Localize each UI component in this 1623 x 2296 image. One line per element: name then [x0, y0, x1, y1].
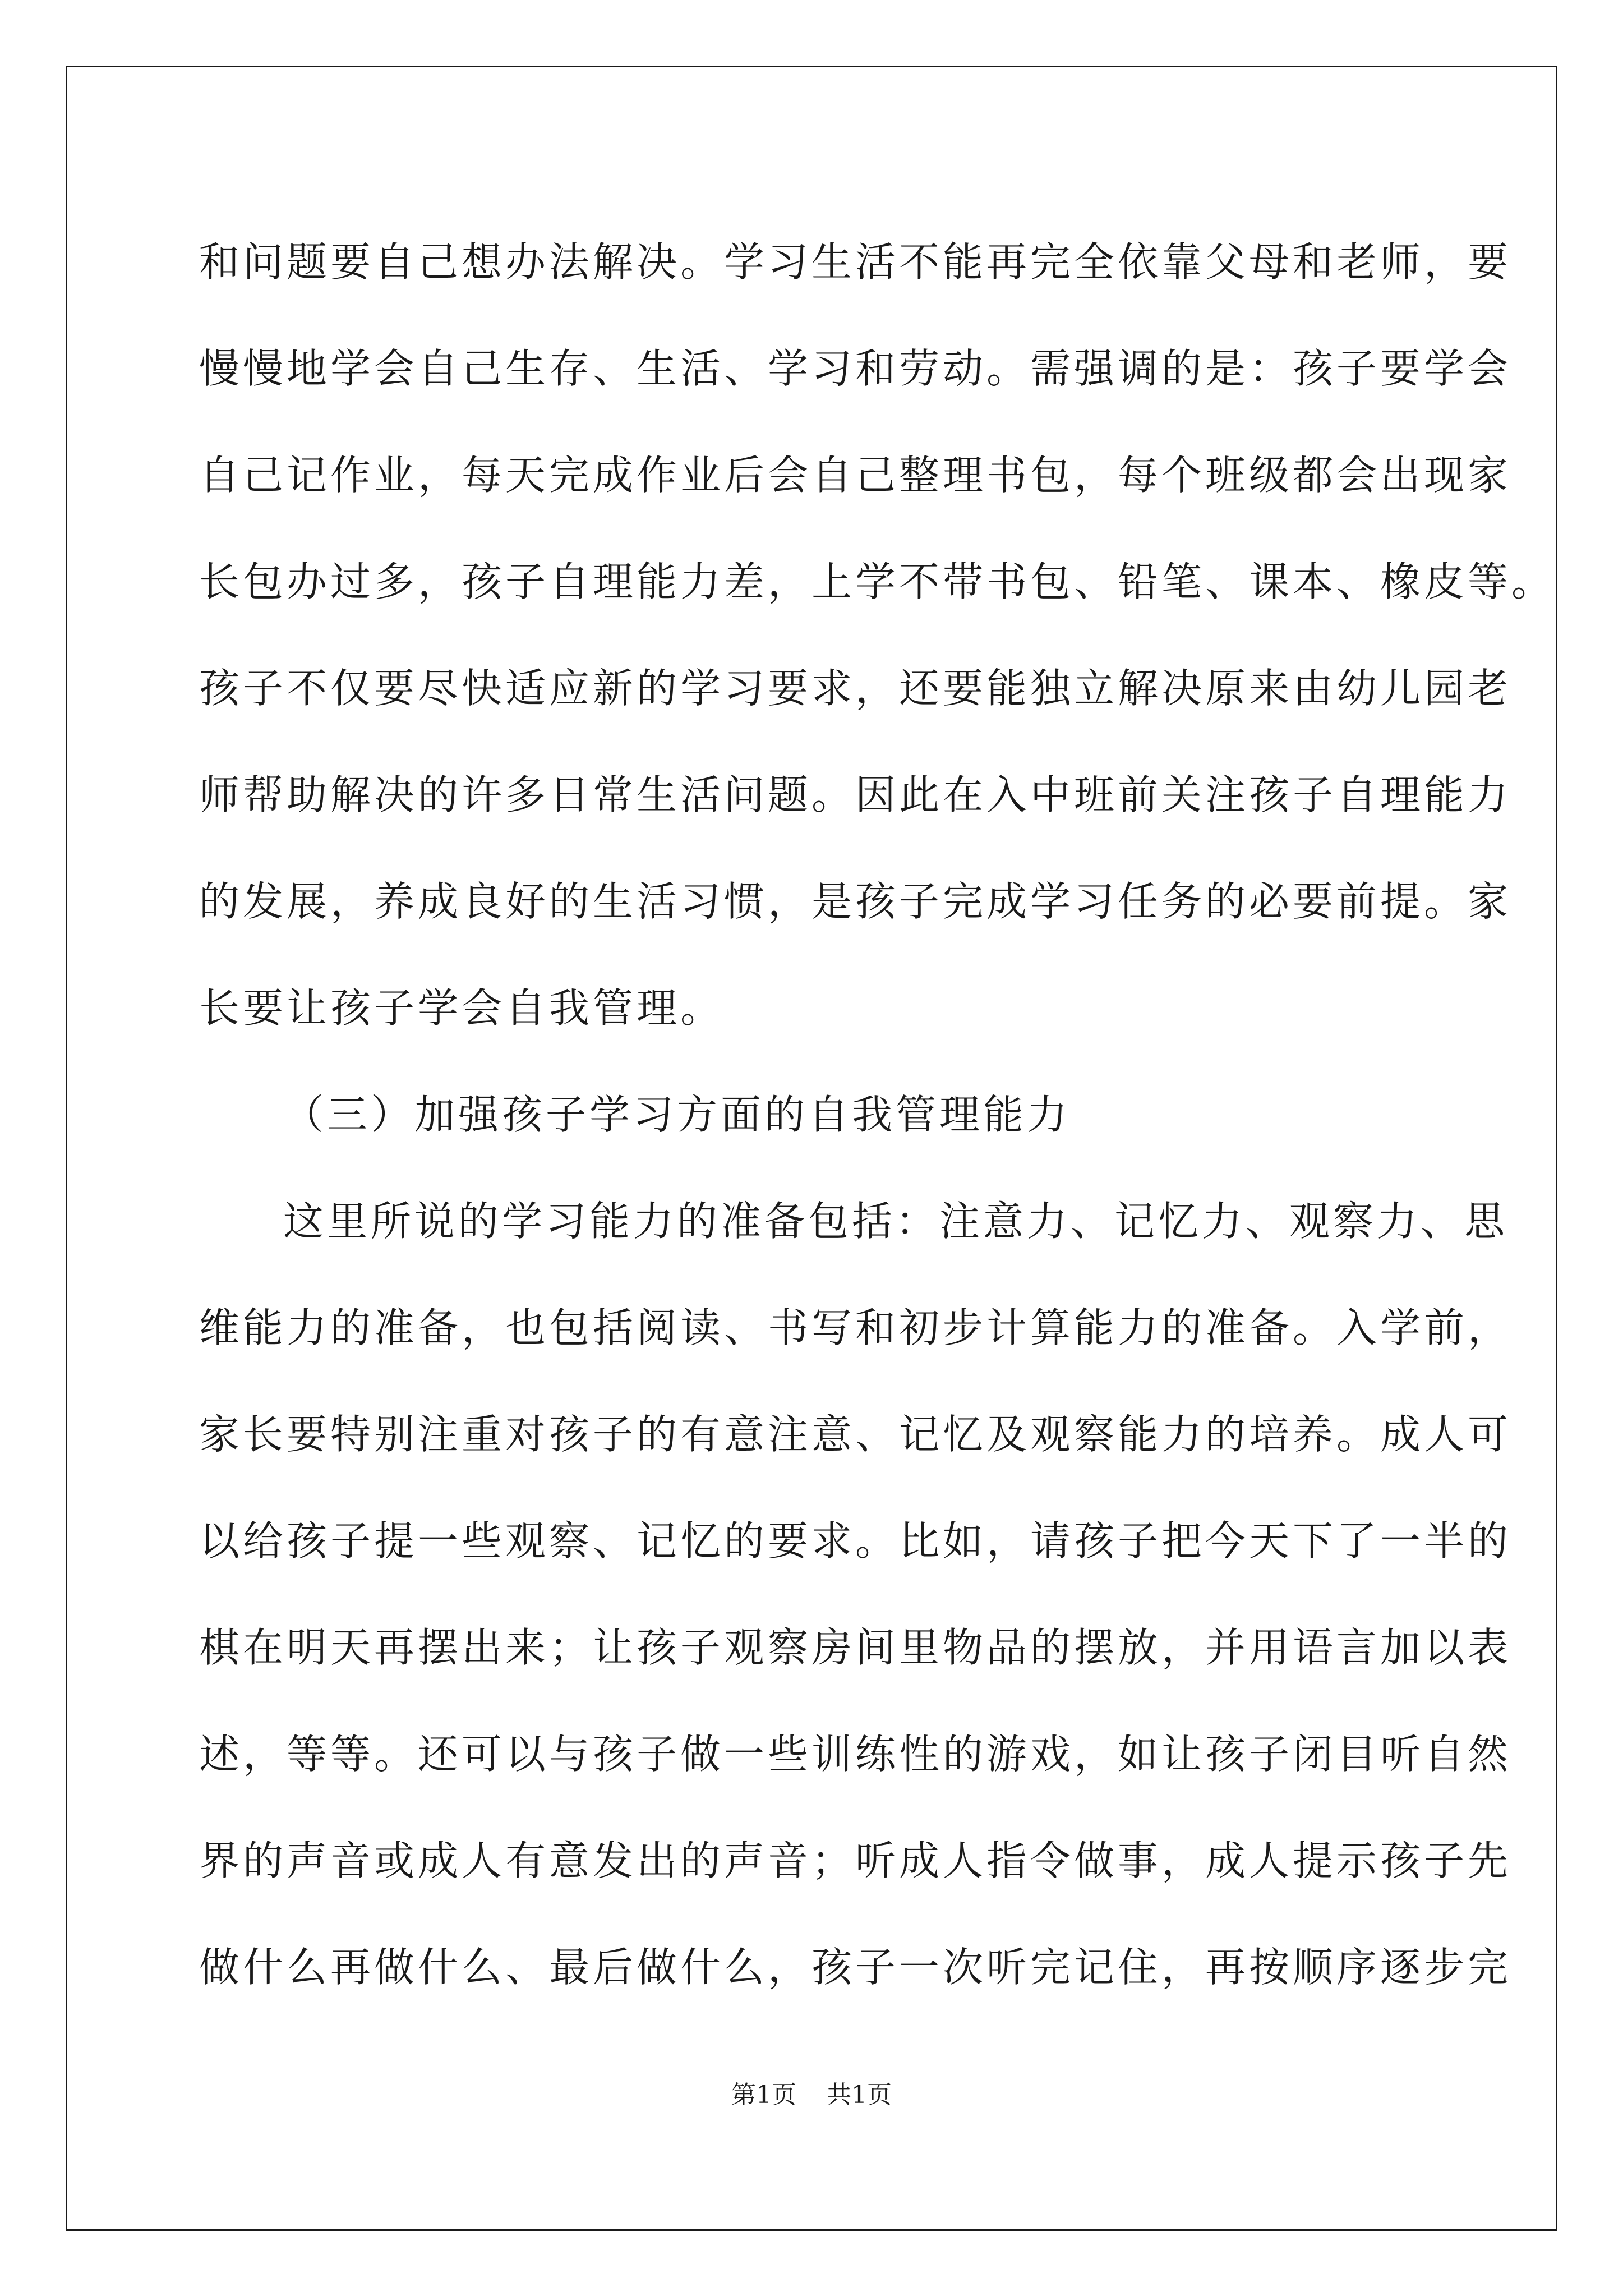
text-line: 界的声音或成人有意发出的声音；听成人指令做事，成人提示孩子先	[199, 1837, 1512, 1884]
text-line: 和问题要自己想办法解决。学习生活不能再完全依靠父母和老师，要	[199, 238, 1512, 286]
text-line: 的发展，养成良好的生活习惯，是孩子完成学习任务的必要前提。家	[199, 878, 1512, 925]
text-line: 做什么再做什么、最后做什么，孩子一次听完记住，再按顺序逐步完	[199, 1944, 1512, 1991]
text-line: 棋在明天再摆出来；让孩子观察房间里物品的摆放，并用语言加以表	[199, 1624, 1512, 1671]
text-line: 师帮助解决的许多日常生活问题。因此在入中班前关注孩子自理能力	[199, 771, 1512, 818]
document-body	[199, 209, 1556, 2021]
text-line: 以给孩子提一些观察、记忆的要求。比如，请孩子把今天下了一半的	[199, 1517, 1512, 1565]
text-line: 这里所说的学习能力的准备包括：注意力、记忆力、观察力、思	[283, 1198, 1509, 1245]
text-line: 维能力的准备，也包括阅读、书写和初步计算能力的准备。入学前，	[199, 1304, 1512, 1351]
text-line: 慢慢地学会自己生存、生活、学习和劳动。需强调的是：孩子要学会	[199, 345, 1512, 392]
text-line: 长包办过多，孩子自理能力差，上学不带书包、铅笔、课本、橡皮等。	[199, 558, 1556, 605]
text-line: 家长要特别注重对孩子的有意注意、记忆及观察能力的培养。成人可	[199, 1411, 1512, 1458]
page-total: 共1页	[827, 2081, 892, 2109]
text-line: 长要让孩子学会自我管理。	[199, 984, 725, 1032]
text-line: （三）加强孩子学习方面的自我管理能力	[283, 1091, 1071, 1138]
text-line: 孩子不仅要尽快适应新的学习要求，还要能独立解决原来由幼儿园老	[199, 665, 1512, 712]
page-footer	[0, 2078, 1623, 2112]
text-line: 自己记作业，每天完成作业后会自己整理书包，每个班级都会出现家	[199, 452, 1512, 499]
text-line: 述，等等。还可以与孩子做一些训练性的游戏，如让孩子闭目听自然	[199, 1731, 1512, 1778]
page-current: 第1页	[731, 2081, 796, 2109]
